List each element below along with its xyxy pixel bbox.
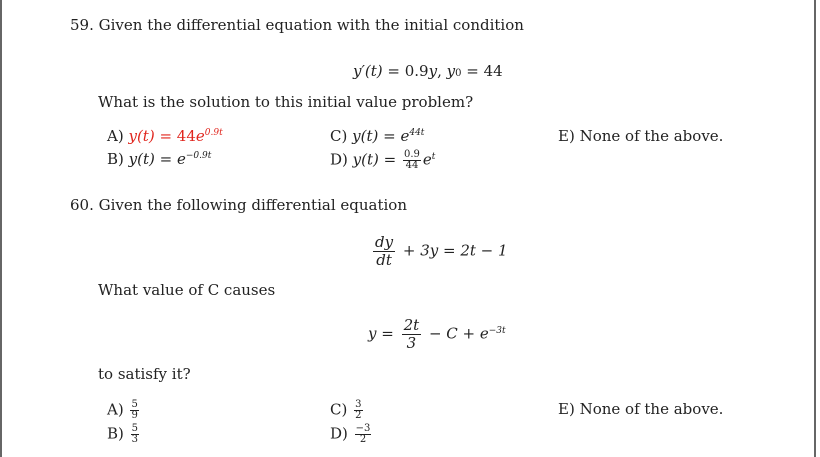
question-60-header [70, 196, 407, 214]
q59-choice-b[interactable]: B) $y(t) = e^{-0.9t}$ [107, 150, 212, 168]
fraction: $\frac{3}{2}$ [355, 399, 362, 421]
question-prompt: Given the following differential equation [98, 196, 407, 214]
question-number: 60. [70, 196, 94, 214]
derivative-fraction: $\frac{dy}{dt}$ [375, 233, 394, 269]
q60-choice-b[interactable]: B) $\frac{5}{3}$ [107, 423, 139, 445]
fraction: $\frac{5}{9}$ [131, 399, 138, 421]
q59-choice-a[interactable]: A) $y(t) = 44e^{0.9t}$ [107, 127, 223, 145]
q60-satisfy: to satisfy it? [98, 365, 191, 383]
q60-solution: y = $\frac{2t}{3}$ − $C + e^{-3t}$ [368, 316, 506, 352]
choice-a-answer: $y(t) = 44e^{0.9t}$ [128, 127, 223, 145]
fraction: $\frac{-3}{2}$ [355, 423, 371, 445]
q59-question: What is the solution to this initial value problem? [98, 93, 474, 111]
fraction: $\frac{0.9}{44}$ [404, 149, 420, 171]
fraction: $\frac{5}{3}$ [131, 423, 139, 445]
q60-choice-a[interactable]: A) $\frac{5}{9}$ [107, 399, 138, 421]
solution-fraction: $\frac{2t}{3}$ [403, 316, 420, 352]
q60-equation: $\frac{dy}{dt}$ + 3y = 2t − 1 [375, 233, 508, 269]
q60-choice-e[interactable]: E) None of the above. [558, 400, 724, 418]
q60-question: What value of C causes [98, 281, 276, 299]
q59-choice-c[interactable]: C) $y(t) = e^{44t}$ [330, 127, 425, 145]
question-59-header [70, 16, 524, 34]
q60-choice-d[interactable]: D) $\frac{-3}{2}$ [330, 423, 371, 445]
q59-equation: y′(t) = 0.9y, y0 = 44 [353, 62, 503, 80]
q59-choice-d[interactable]: D) y(t) = $\frac{0.9}{44}$ $e^t$ [330, 149, 436, 171]
q59-choice-e[interactable]: E) None of the above. [558, 127, 724, 145]
q60-choice-c[interactable]: C) $\frac{3}{2}$ [330, 399, 362, 421]
question-number: 59. [70, 16, 94, 34]
question-prompt: Given the differential equation with the initial condition [98, 16, 524, 34]
